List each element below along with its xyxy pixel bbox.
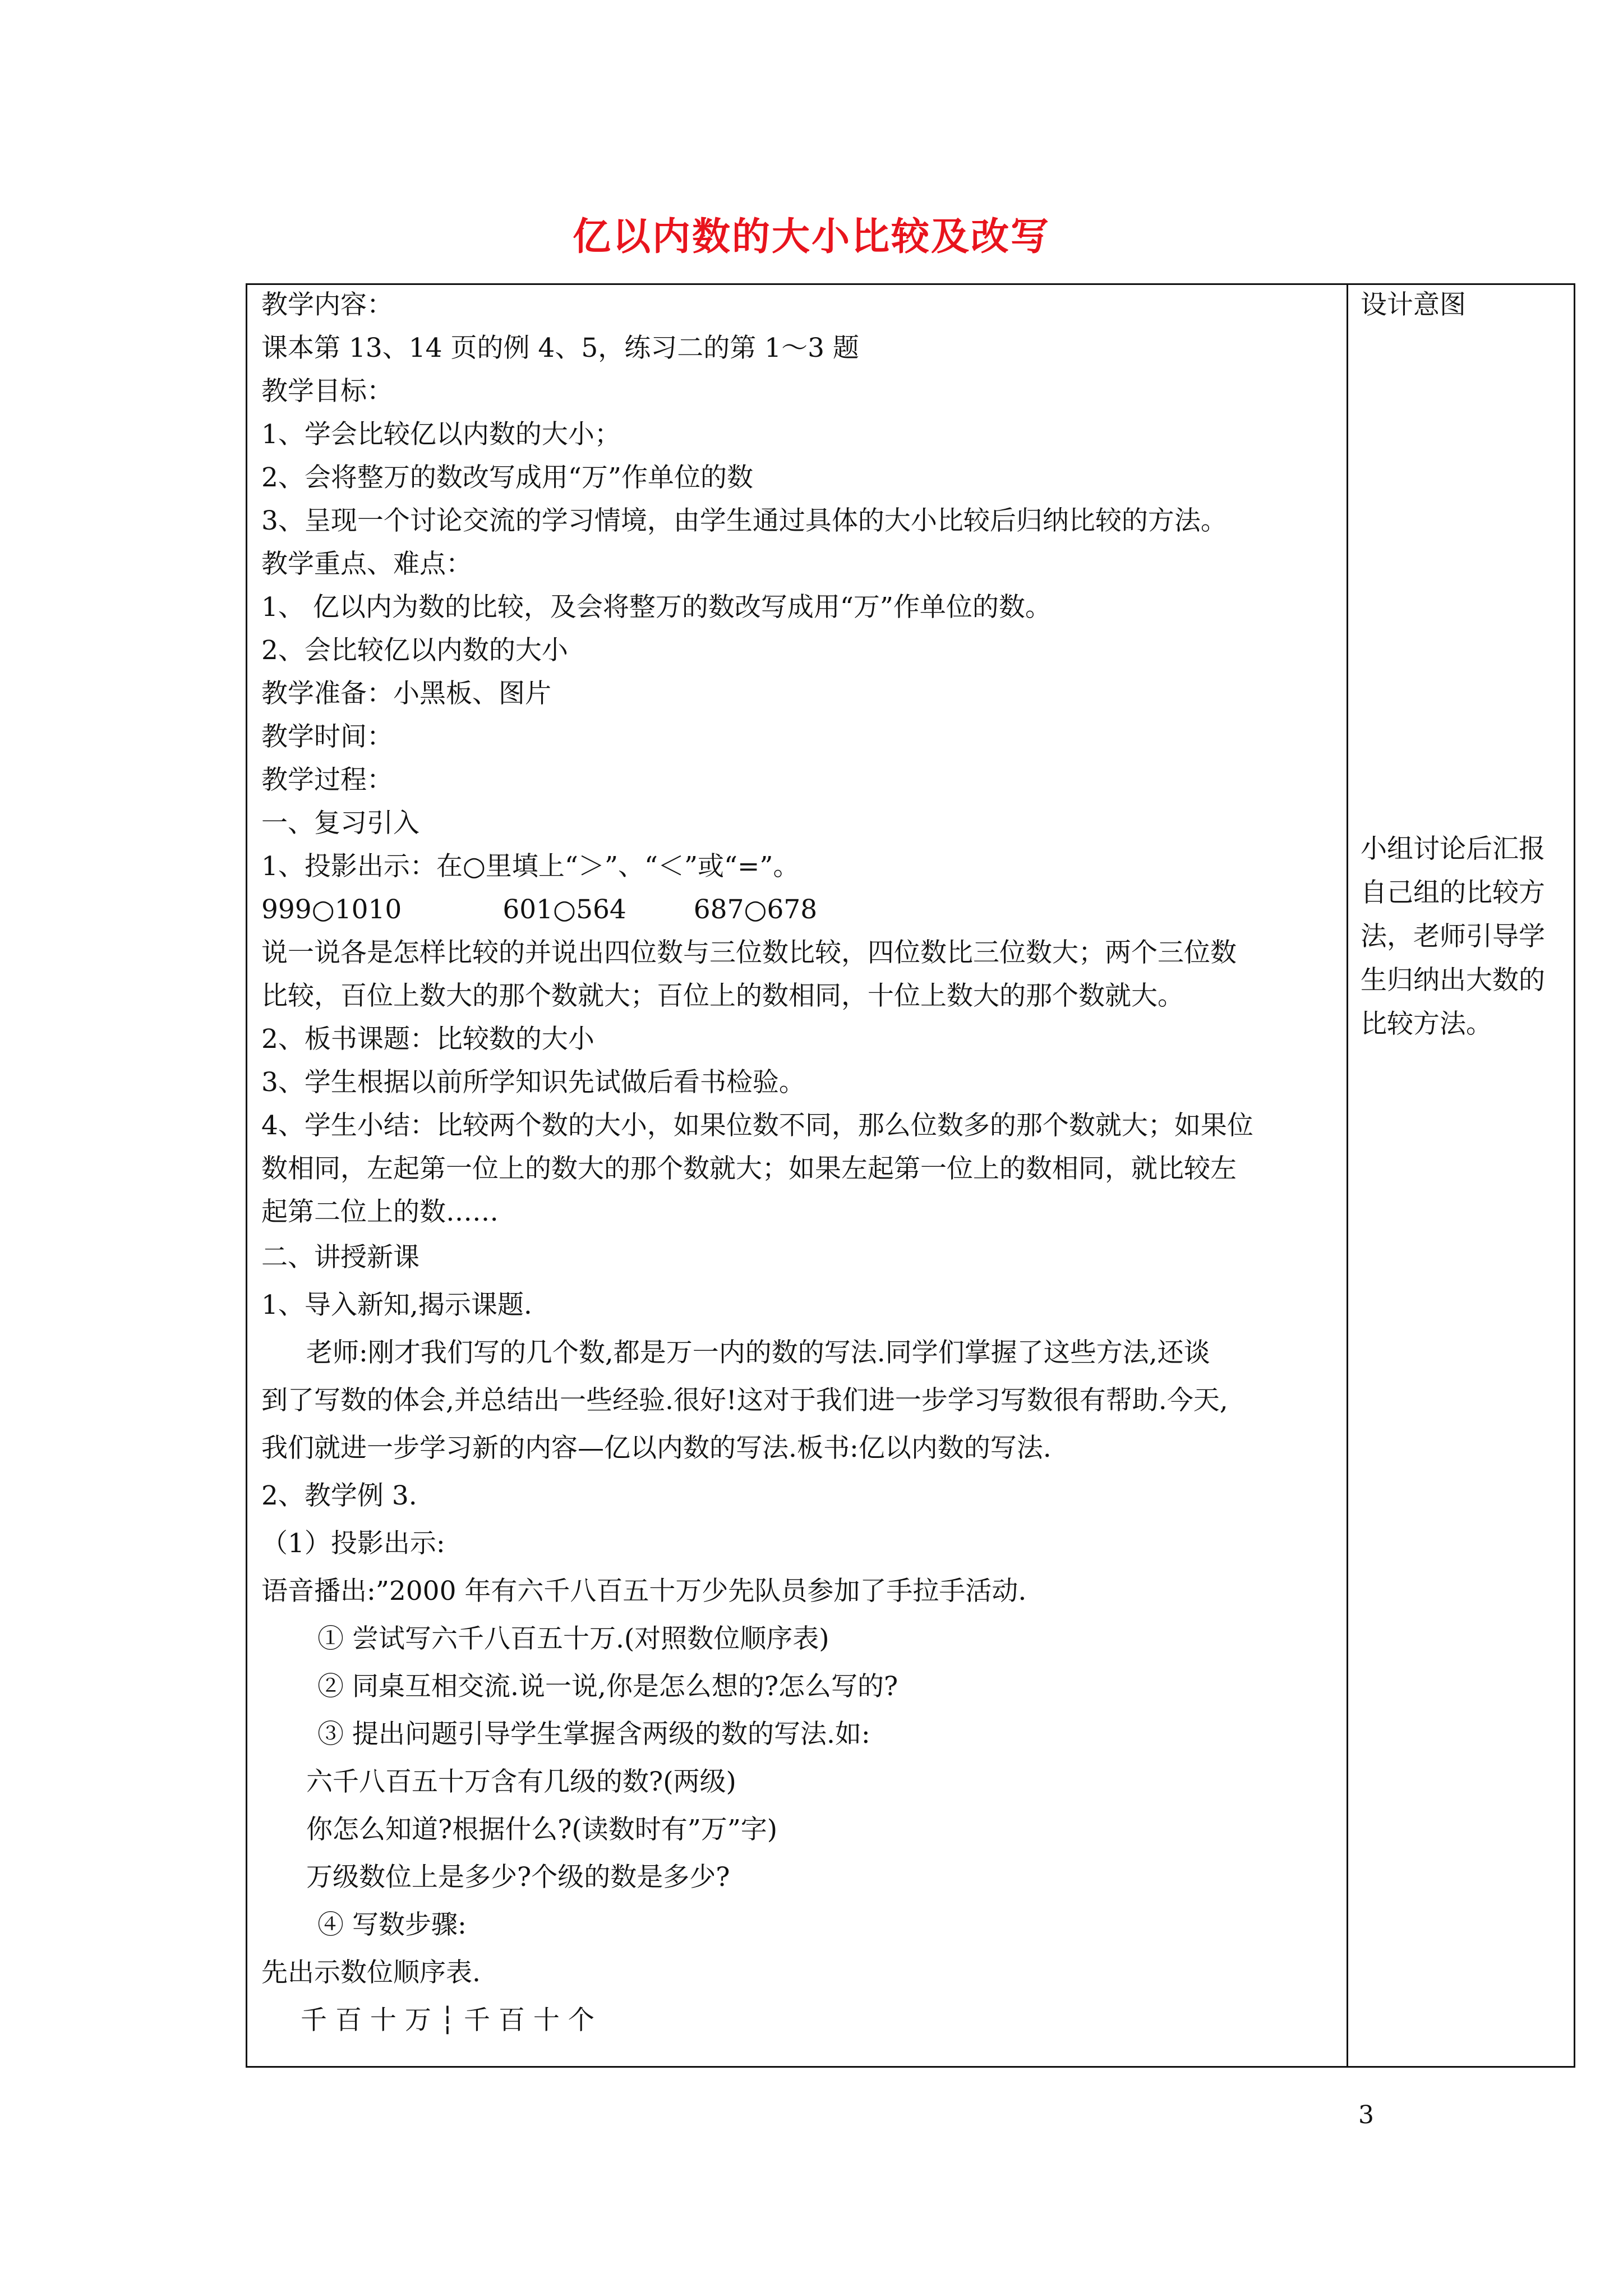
text-line: 老师:刚才我们写的几个数,都是万一内的数的写法.同学们掌握了这些方法,还谈 [306,1337,1210,1368]
comparison-c: 687○678 [693,894,818,925]
note-line: 生归纳出大数的 [1361,965,1545,996]
text-line: 教学时间： [261,721,393,752]
text-line: 说一说各是怎样比较的并说出四位数与三位数比较，四位数比三位数大；两个三位数 [261,937,1237,968]
comparison-a: 999○1010 [261,894,402,925]
text-line: 教学准备：小黑板、图片 [261,678,551,709]
text-line: 你怎么知道?根据什么?(读数时有”万”字) [306,1814,778,1845]
text-line: 教学目标： [261,376,393,407]
text-line: 教学过程： [261,765,393,795]
text-line: 先出示数位顺序表. [261,1957,481,1988]
text-line: ① 尝试写六千八百五十万.(对照数位顺序表) [317,1623,829,1654]
text-line: 1、 亿以内为数的比较，及会将整万的数改写成用“万”作单位的数。 [261,592,1052,623]
note-line: 小组讨论后汇报 [1361,834,1545,864]
text-line: 六千八百五十万含有几级的数?(两级) [306,1766,736,1797]
text-line: 二、讲授新课 [261,1242,419,1273]
text-line: 1、导入新知,揭示课题. [261,1290,532,1320]
note-line: 法，老师引导学 [1361,921,1545,952]
text-line: 语音播出:”2000 年有六千八百五十万少先队员参加了手拉手活动. [261,1576,1027,1607]
text-line: 一、复习引入 [261,808,419,839]
design-intent-note [1361,827,1568,1046]
text-line: ③ 提出问题引导学生掌握含两级的数的写法.如: [317,1719,870,1750]
text-line: 1、学会比较亿以内数的大小； [261,419,621,450]
text-line: 1、投影出示：在○里填上“＞”、“＜”或“=”。 [261,851,800,882]
text-line: 课本第 13、14 页的例 4、5，练习二的第 1～3 题 [261,333,859,364]
text-line: 比较，百位上数大的那个数就大；百位上的数相同，十位上数大的那个数就大。 [261,981,1184,1011]
text-line: ② 同桌互相交流.说一说,你是怎么想的?怎么写的? [317,1671,898,1702]
design-intent-header [1361,283,1568,327]
comparison-line [261,888,1338,931]
text-line: 3、学生根据以前所学知识先试做后看书检验。 [261,1067,805,1098]
place-value-chart: 千 百 十 万 ┆ 千 百 十 个 [301,2005,594,2036]
text-line: 教学内容： [261,289,393,320]
text-line: 4、学生小结：比较两个数的大小，如果位数不同，那么位数多的那个数就大；如果位 [261,1110,1253,1141]
text-line: 到了写数的体会,并总结出一些经验.很好!这对于我们进一步学习写数很有帮助.今天, [261,1385,1228,1416]
text-line: ④ 写数步骤: [317,1910,467,1940]
text-line: 数相同，左起第一位上的数大的那个数就大；如果左起第一位上的数相同，就比较左 [261,1153,1237,1184]
text-line: 2、教学例 3. [261,1480,417,1511]
document-title: 亿以内数的大小比较及改写 [572,215,1050,259]
text-line: 万级数位上是多少?个级的数是多少? [306,1862,730,1893]
text-line: 2、会将整万的数改写成用“万”作单位的数 [261,462,753,493]
comparison-b: 601○564 [502,894,626,925]
text-line: 起第二位上的数…… [261,1197,499,1227]
text-line: 2、会比较亿以内数的大小 [261,635,568,666]
column-divider [1347,283,1348,2068]
text-line: 我们就进一步学习新的内容—亿以内数的写法.板书:亿以内数的写法. [261,1433,1052,1464]
text-line: （1）投影出示: [261,1528,445,1559]
text-line: 2、板书课题：比较数的大小 [261,1024,594,1055]
note-line: 比较方法。 [1361,1009,1492,1039]
page-number: 3 [1358,2101,1374,2129]
lesson-content [261,283,1338,2044]
text-line: 3、呈现一个讨论交流的学习情境，由学生通过具体的大小比较后归纳比较的方法。 [261,505,1227,536]
design-intent-label: 设计意图 [1361,289,1466,320]
note-line: 自己组的比较方 [1361,877,1545,908]
text-line: 教学重点、难点： [261,549,472,579]
